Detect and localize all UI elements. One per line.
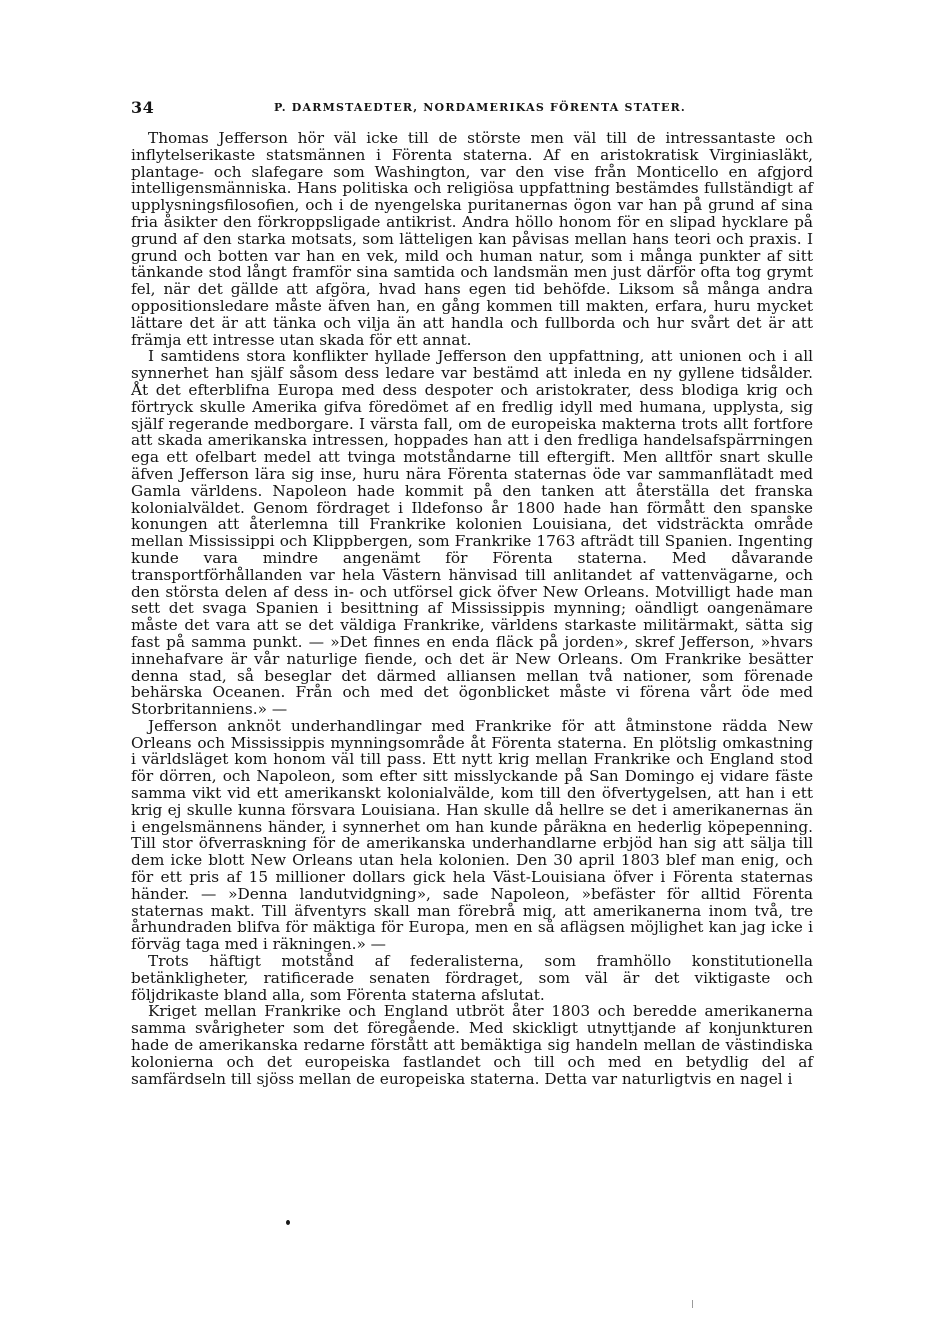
page-header — [131, 98, 813, 120]
paragraph-conflicts: I samtidens stora konflikter hyllade Jefferson den uppfattning, att unionen och i all synnerhet han själf såsom dess ledare var bestämd att inleda en ny gyllene tidsålder. Åt det efterblifna Europa med dess despoter och aristokrater, dess blodiga krig och förtryck skulle Amerika gifva föredömet af en fredlig idyll med humana, upplysta, sig själf regerande medborgare. I värsta fall, om de europeiska makterna trots allt fortfore att skada amerikanska intressen, hoppades han att i den fredliga handelsafspärrningen ega ett ofelbart medel att tvinga motståndarne till eftergift. Men alltför snart skulle äfven Jefferson lära sig inse, huru nära Förenta staternas öde var sammanflätadt med Gamla världens. Napoleon hade kommit på den tanken att återställa det franska kolonialväldet. Genom fördraget i Ildefonso år 1800 hade han förmått den spanske konungen att återlemna till Frankrike kolonien Louisiana, det vidsträckta område mellan Mississippi och Klippbergen, som Frankrike 1763 afträdt till Spanien. Ingenting kunde vara mindre angenämt för Förenta staterna. Med dåvarande transportförhållanden var hela Västern hänvisad till anlitandet af vattenvägarne, och den största delen af dess in- och utförsel gick öfver New Orleans. Motvilligt hade man sett det svaga Spanien i besittning af Mississippis mynning; oändligt oangenämare måste det vara att se det väldiga Frankrike, världens starkaste militärmakt, sätta sig fast på samma punkt. — »Det finnes en enda fläck på jorden», skref Jefferson, »hvars innehafvare är vår naturlige fiende, och det är New Orleans. Om Frankrike besätter denna stad, så beseglar det därmed alliansen mellan två nationer, som förenade behärska Oceanen. Från och med det ögonblicket måste vi förena vårt öde med Storbritanniens.» — — [131, 347, 813, 719]
running-head: P. DARMSTAEDTER, NORDAMERIKAS FÖRENTA STATER. — [274, 101, 686, 114]
paragraph-ratification: Trots häftigt motstånd af federalisterna, som framhöllo konstitutionella betänkligheter, ratificerade senaten fördraget, som väl är det viktigaste och följdrikaste bland alla, som Förenta staterna afslutat. — [131, 952, 813, 1004]
body-text — [131, 130, 813, 1087]
document-page — [131, 98, 813, 1087]
paragraph-negotiations: Jefferson anknöt underhandlingar med Frankrike för att åtminstone rädda New Orleans och Mississippis mynningsområde åt Förenta staterna. En plötslig omkastning i världsläget kom honom väl till pass. Ett nytt krig mellan Frankrike och England stod för dörren, och Napoleon, som efter sitt misslyckande på San Domingo ej vidare fäste samma vikt vid ett amerikanskt kolonialvälde, kom till den öfvertygelsen, att han i ett krig ej skulle kunna försvara Louisiana. Han skulle då hellre se det i amerikanernas än i engelsmännens händer, i synnerhet om han kunde påräkna en hederlig köpepenning. Till stor öfverraskning för de amerikanska underhandlarne erbjöd han sig att sälja till dem icke blott New Orleans utan hela kolonien. Den 30 april 1803 blef man enig, och för ett pris af 15 millioner dollars gick hela Väst-Louisiana öfver i Förenta staternas händer. — »Denna landutvidgning», sade Napoleon, »befäster för alltid Förenta staternas makt. Till äfventyrs skall man förebrå mig, att amerikanerna inom två, tre århundraden blifva för mäktiga för Europa, men en så aflägsen möjlighet kan jag icke i förväg taga med i räkningen.» — — [131, 716, 813, 954]
stray-ink-dot — [286, 1220, 290, 1225]
page-number: 34 — [131, 98, 155, 117]
paragraph-war-1803: Kriget mellan Frankrike och England utbröt åter 1803 och beredde amerikanerna samma svårigheter som det föregående. Med skickligt utnyttjande af konjunkturen hade de amerikanska redarne förstått att bemäktiga sig handeln mellan de västindiska kolonierna och det europeiska fastlandet och till och med en betydlig del af samfärdseln till sjöss mellan de europeiska staterna. Detta var naturligtvis en nagel i — [131, 1002, 813, 1088]
scan-edge-mark — [692, 1300, 693, 1308]
paragraph-jefferson-intro: Thomas Jefferson hör väl icke till de störste men väl till de intressantaste och inflytelserikaste statsmännen i Förenta staterna. Af en aristokratisk Virginiasläkt, plantage- och slafegare som Washington, var den vise från Monticello en afgjord intelligensmänniska. Hans politiska och religiösa uppfattning bestämdes fullständigt af upplysningsfilosofien, och i de nyengelska puritanernas ögon var han på grund af sina fria åsikter den förkroppsligade antikrist. Andra höllo honom för en slipad hycklare på grund af den starka motsats, som lätteligen kan påvisas mellan hans teori och praxis. I grund och botten var han en vek, mild och human natur, som i många punkter af sitt tänkande stod långt framför sina samtida och landsmän men just därför ofta tog grymt fel, när det gällde att afgöra, hvad hans egen tid behöfde. Liksom så många andra oppositionsledare måste äfven han, en gång kommen till makten, erfara, huru mycket lättare det är att tänka och vilja än att handla och fullborda och hur svårt det är att främja ett intresse utan skada för ett annat. — [131, 129, 813, 349]
